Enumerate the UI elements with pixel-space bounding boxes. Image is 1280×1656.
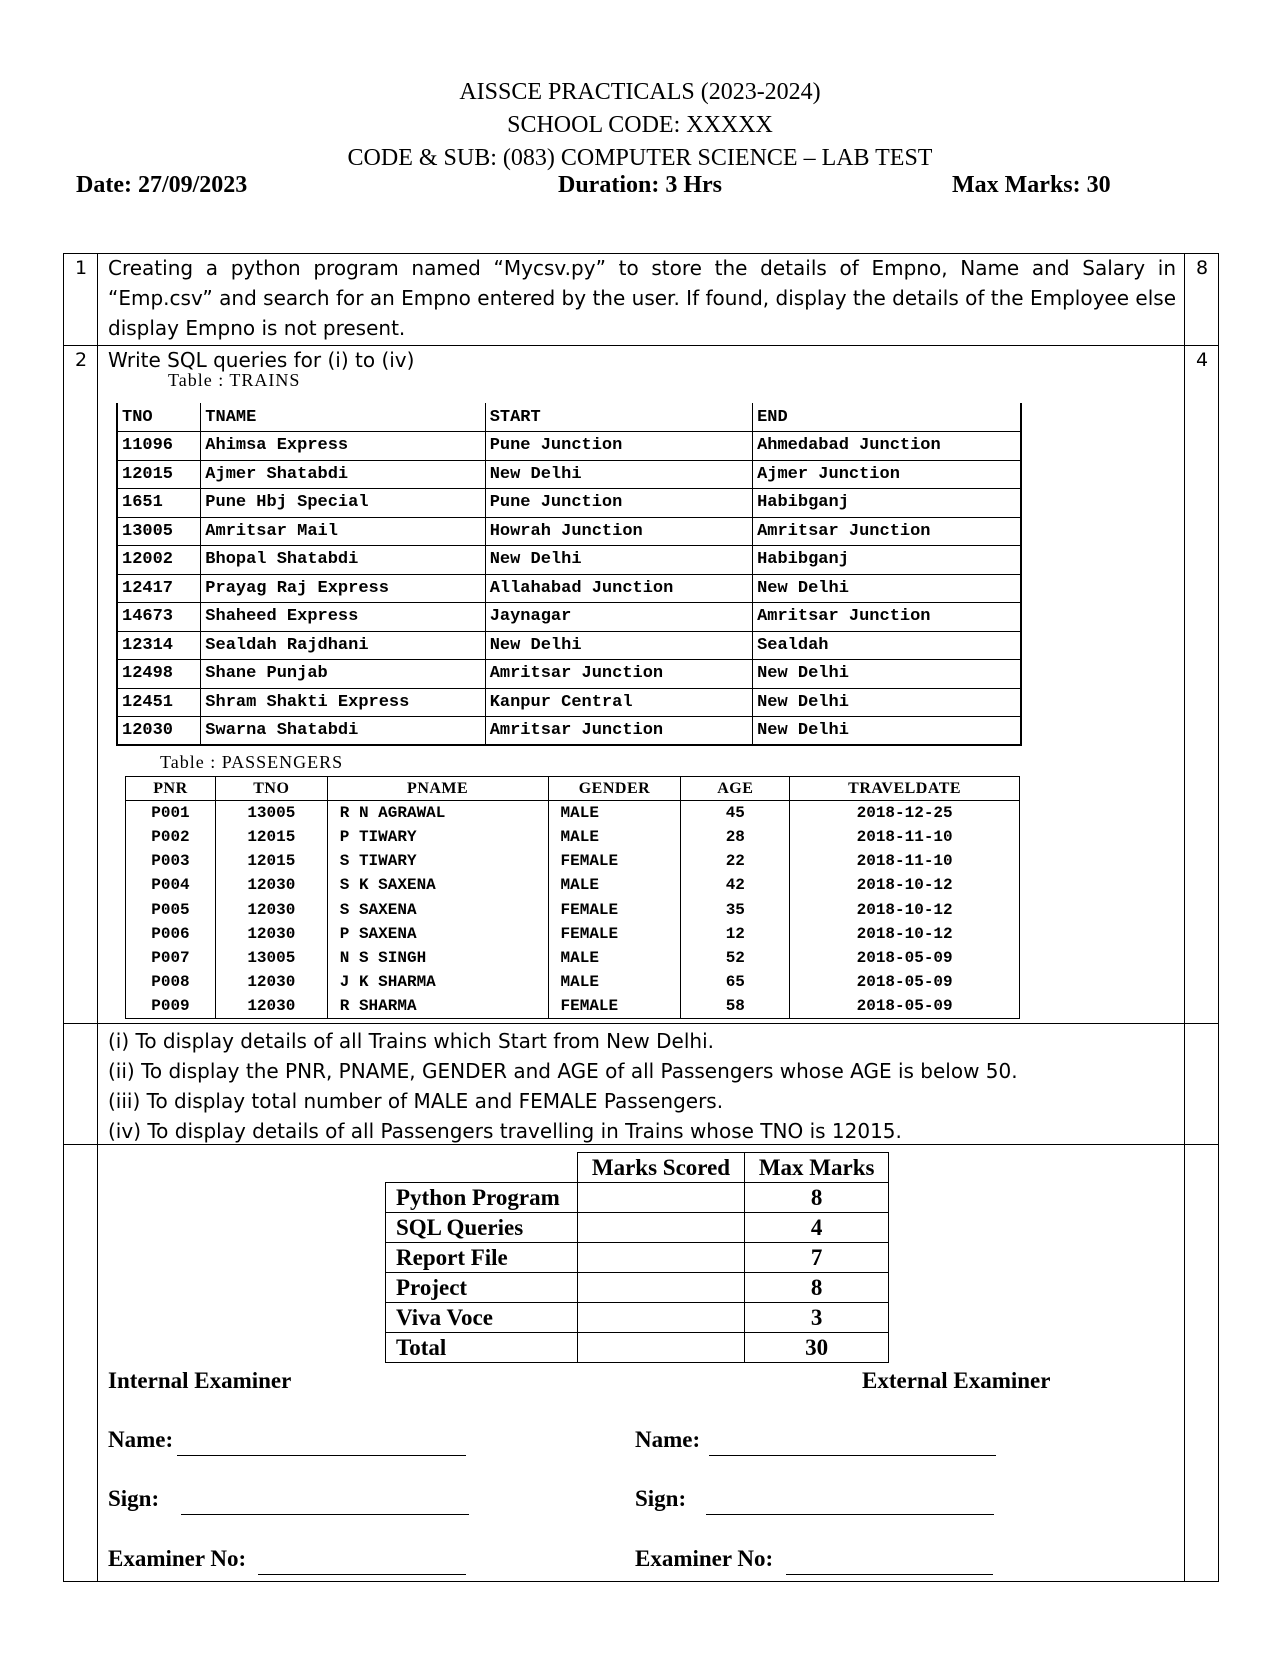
- column-header: TNO: [117, 403, 201, 432]
- grid-divider: [97, 254, 98, 1581]
- trains-table: [116, 403, 1022, 746]
- question-marks: 8: [1196, 257, 1209, 279]
- external-examiner-no-line[interactable]: [786, 1574, 993, 1575]
- sub-question: (iii) To display total number of MALE and FEMALE Passengers.: [108, 1089, 724, 1113]
- table-cell: New Delhi: [753, 688, 1021, 717]
- table-cell: Ahmedabad Junction: [753, 432, 1021, 461]
- table-row: [117, 717, 1021, 746]
- passengers-table-body: [126, 801, 1020, 1019]
- table-cell: 45: [681, 801, 790, 825]
- internal-name-label: Name:: [108, 1427, 174, 1452]
- table-cell: 2018-10-12: [790, 922, 1020, 946]
- max-marks-cell: 8: [745, 1273, 889, 1303]
- school-code: SCHOOL CODE: XXXXX: [507, 112, 773, 138]
- max-marks-cell: 8: [745, 1183, 889, 1213]
- column-header: Marks Scored: [577, 1153, 745, 1183]
- table-row: [386, 1333, 889, 1363]
- table-row: [386, 1243, 889, 1273]
- table-cell: Bhopal Shatabdi: [201, 546, 485, 575]
- table-cell: Howrah Junction: [485, 517, 752, 546]
- table-cell: FEMALE: [548, 994, 681, 1018]
- max-marks-cell: 3: [745, 1303, 889, 1333]
- table-cell: 11096: [117, 432, 201, 461]
- table-cell: 12002: [117, 546, 201, 575]
- table-caption: Table : PASSENGERS: [160, 752, 344, 772]
- marks-table-body: [386, 1183, 889, 1363]
- table-cell: 2018-05-09: [790, 994, 1020, 1018]
- table-cell: Swarna Shatabdi: [201, 717, 485, 746]
- table-row: [117, 489, 1021, 518]
- internal-examiner-no-label: Examiner No:: [108, 1546, 247, 1571]
- table-row: [126, 897, 1020, 921]
- table-cell: 12015: [215, 825, 327, 849]
- sub-question: (ii) To display the PNR, PNAME, GENDER and AGE of all Passengers whose AGE is below 50.: [108, 1059, 1018, 1083]
- table-cell: P007: [126, 946, 216, 970]
- exam-max-marks: Max Marks: 30: [952, 172, 1111, 198]
- table-row: [117, 574, 1021, 603]
- external-name-line[interactable]: [709, 1455, 996, 1456]
- table-cell: 12: [681, 922, 790, 946]
- table-cell: 58: [681, 994, 790, 1018]
- column-header: PNAME: [327, 777, 548, 801]
- external-examiner-no-label: Examiner No:: [635, 1546, 774, 1571]
- table-row: [117, 546, 1021, 575]
- table-row: [117, 631, 1021, 660]
- table-cell: 12030: [215, 922, 327, 946]
- table-row: [386, 1183, 889, 1213]
- table-row: [117, 432, 1021, 461]
- table-cell: N S SINGH: [327, 946, 548, 970]
- table-cell: New Delhi: [485, 631, 752, 660]
- table-row: [126, 825, 1020, 849]
- table-row: [126, 922, 1020, 946]
- table-cell: 12030: [117, 717, 201, 746]
- table-row: [386, 1213, 889, 1243]
- table-cell: J K SHARMA: [327, 970, 548, 994]
- table-cell: 12030: [215, 873, 327, 897]
- table-cell: FEMALE: [548, 897, 681, 921]
- table-row: [126, 970, 1020, 994]
- table-cell: Amritsar Junction: [485, 660, 752, 689]
- table-cell: 14673: [117, 603, 201, 632]
- subject-code: CODE & SUB: (083) COMPUTER SCIENCE – LAB TEST: [347, 145, 933, 171]
- table-cell: 12015: [117, 460, 201, 489]
- table-cell: Amritsar Junction: [753, 517, 1021, 546]
- table-caption: Table : TRAINS: [168, 370, 301, 390]
- table-cell: P001: [126, 801, 216, 825]
- table-cell: MALE: [548, 970, 681, 994]
- question-number: 2: [75, 349, 88, 371]
- table-cell: 2018-11-10: [790, 849, 1020, 873]
- marks-component: Project: [386, 1273, 578, 1303]
- table-cell: P008: [126, 970, 216, 994]
- external-sign-line[interactable]: [706, 1514, 994, 1515]
- table-cell: 52: [681, 946, 790, 970]
- column-header: END: [753, 403, 1021, 432]
- column-header: TNAME: [201, 403, 485, 432]
- table-cell: Shram Shakti Express: [201, 688, 485, 717]
- table-cell: P SAXENA: [327, 922, 548, 946]
- table-row: [126, 801, 1020, 825]
- internal-examiner-no-line[interactable]: [258, 1574, 466, 1575]
- table-cell: 12030: [215, 994, 327, 1018]
- marks-scored-cell[interactable]: [577, 1333, 745, 1363]
- question-text: Creating a python program named “Mycsv.py” to store the details of Empno, Name and Salary in “Emp.csv” and search for an Empno entered by the user. If found, display the details of the Employee else display Empno is not present.: [108, 256, 1176, 340]
- exam-date: Date: 27/09/2023: [76, 172, 248, 198]
- table-cell: Jaynagar: [485, 603, 752, 632]
- internal-sign-line[interactable]: [181, 1514, 469, 1515]
- table-cell: Habibganj: [753, 489, 1021, 518]
- table-cell: Pune Hbj Special: [201, 489, 485, 518]
- marks-component: Total: [386, 1333, 578, 1363]
- grid-divider: [64, 1023, 1218, 1024]
- marks-scored-cell[interactable]: [577, 1273, 745, 1303]
- question-text: Write SQL queries for (i) to (iv): [108, 348, 415, 372]
- table-cell: Ahimsa Express: [201, 432, 485, 461]
- table-cell: New Delhi: [485, 546, 752, 575]
- sub-question: (iv) To display details of all Passengers travelling in Trains whose TNO is 12015.: [108, 1119, 902, 1143]
- table-cell: 22: [681, 849, 790, 873]
- table-cell: 28: [681, 825, 790, 849]
- table-cell: R N AGRAWAL: [327, 801, 548, 825]
- exam-duration: Duration: 3 Hrs: [558, 172, 722, 198]
- table-cell: Ajmer Shatabdi: [201, 460, 485, 489]
- table-header-row: [126, 777, 1020, 801]
- table-cell: P009: [126, 994, 216, 1018]
- column-header: START: [485, 403, 752, 432]
- table-cell: New Delhi: [753, 660, 1021, 689]
- table-cell: P004: [126, 873, 216, 897]
- passengers-table: [125, 776, 1020, 1019]
- table-header-row: [117, 403, 1021, 432]
- table-cell: 12030: [215, 897, 327, 921]
- table-cell: 12451: [117, 688, 201, 717]
- table-cell: MALE: [548, 946, 681, 970]
- table-cell: P005: [126, 897, 216, 921]
- table-cell: Sealdah Rajdhani: [201, 631, 485, 660]
- internal-name-line[interactable]: [177, 1455, 466, 1456]
- marks-scored-cell[interactable]: [577, 1213, 745, 1243]
- table-cell: 1651: [117, 489, 201, 518]
- table-cell: Allahabad Junction: [485, 574, 752, 603]
- max-marks-cell: 30: [745, 1333, 889, 1363]
- max-marks-cell: 7: [745, 1243, 889, 1273]
- sub-question: (i) To display details of all Trains which Start from New Delhi.: [108, 1029, 714, 1053]
- table-cell: Prayag Raj Express: [201, 574, 485, 603]
- table-cell: Pune Junction: [485, 432, 752, 461]
- exam-meta: [76, 172, 1126, 204]
- table-cell: Pune Junction: [485, 489, 752, 518]
- table-cell: P006: [126, 922, 216, 946]
- table-cell: 12015: [215, 849, 327, 873]
- table-cell: S SAXENA: [327, 897, 548, 921]
- table-cell: FEMALE: [548, 849, 681, 873]
- table-cell: P003: [126, 849, 216, 873]
- marks-component: Report File: [386, 1243, 578, 1273]
- table-cell: Amritsar Mail: [201, 517, 485, 546]
- exam-title: AISSCE PRACTICALS (2023-2024): [459, 79, 821, 105]
- blank-header-cell: [386, 1153, 578, 1183]
- internal-examiner-label: Internal Examiner: [108, 1368, 292, 1393]
- marks-component: SQL Queries: [386, 1213, 578, 1243]
- table-header-row: [386, 1153, 889, 1183]
- table-cell: New Delhi: [753, 574, 1021, 603]
- table-cell: 2018-10-12: [790, 897, 1020, 921]
- table-row: [386, 1303, 889, 1333]
- table-row: [117, 460, 1021, 489]
- table-cell: MALE: [548, 825, 681, 849]
- table-cell: 2018-05-09: [790, 970, 1020, 994]
- marks-component: Viva Voce: [386, 1303, 578, 1333]
- column-header: TRAVELDATE: [790, 777, 1020, 801]
- marks-scored-cell[interactable]: [577, 1183, 745, 1213]
- table-cell: New Delhi: [753, 717, 1021, 746]
- table-cell: 13005: [117, 517, 201, 546]
- table-row: [386, 1273, 889, 1303]
- marks-table: [385, 1152, 889, 1363]
- external-sign-label: Sign:: [635, 1486, 687, 1511]
- trains-table-body: [117, 432, 1021, 746]
- table-cell: 2018-10-12: [790, 873, 1020, 897]
- table-row: [126, 946, 1020, 970]
- internal-sign-label: Sign:: [108, 1486, 160, 1511]
- table-cell: Shaheed Express: [201, 603, 485, 632]
- external-examiner-label: External Examiner: [862, 1368, 1051, 1393]
- table-cell: Amritsar Junction: [753, 603, 1021, 632]
- table-cell: 35: [681, 897, 790, 921]
- column-header: PNR: [126, 777, 216, 801]
- table-cell: MALE: [548, 801, 681, 825]
- marks-component: Python Program: [386, 1183, 578, 1213]
- table-cell: 12417: [117, 574, 201, 603]
- table-row: [126, 849, 1020, 873]
- max-marks-cell: 4: [745, 1213, 889, 1243]
- table-row: [126, 994, 1020, 1018]
- table-cell: S TIWARY: [327, 849, 548, 873]
- table-cell: 13005: [215, 801, 327, 825]
- table-cell: 12498: [117, 660, 201, 689]
- table-row: [117, 603, 1021, 632]
- table-cell: MALE: [548, 873, 681, 897]
- table-cell: Amritsar Junction: [485, 717, 752, 746]
- table-cell: P TIWARY: [327, 825, 548, 849]
- table-cell: 2018-05-09: [790, 946, 1020, 970]
- column-header: AGE: [681, 777, 790, 801]
- table-cell: New Delhi: [485, 460, 752, 489]
- table-cell: P002: [126, 825, 216, 849]
- question-marks: 4: [1196, 349, 1209, 371]
- table-row: [117, 517, 1021, 546]
- table-cell: 65: [681, 970, 790, 994]
- marks-scored-cell[interactable]: [577, 1243, 745, 1273]
- table-row: [126, 873, 1020, 897]
- table-cell: 13005: [215, 946, 327, 970]
- table-cell: Sealdah: [753, 631, 1021, 660]
- table-cell: S K SAXENA: [327, 873, 548, 897]
- marks-scored-cell[interactable]: [577, 1303, 745, 1333]
- table-cell: R SHARMA: [327, 994, 548, 1018]
- column-header: TNO: [215, 777, 327, 801]
- table-cell: Habibganj: [753, 546, 1021, 575]
- table-row: [117, 688, 1021, 717]
- table-cell: Ajmer Junction: [753, 460, 1021, 489]
- external-name-label: Name:: [635, 1427, 701, 1452]
- table-cell: Kanpur Central: [485, 688, 752, 717]
- question-number: 1: [75, 257, 88, 279]
- exam-header: [0, 76, 1280, 175]
- table-cell: 2018-12-25: [790, 801, 1020, 825]
- grid-divider: [1184, 254, 1185, 1581]
- table-cell: 2018-11-10: [790, 825, 1020, 849]
- table-cell: FEMALE: [548, 922, 681, 946]
- table-cell: 42: [681, 873, 790, 897]
- column-header: GENDER: [548, 777, 681, 801]
- table-cell: Shane Punjab: [201, 660, 485, 689]
- table-cell: 12314: [117, 631, 201, 660]
- table-cell: 12030: [215, 970, 327, 994]
- table-row: [117, 660, 1021, 689]
- column-header: Max Marks: [745, 1153, 889, 1183]
